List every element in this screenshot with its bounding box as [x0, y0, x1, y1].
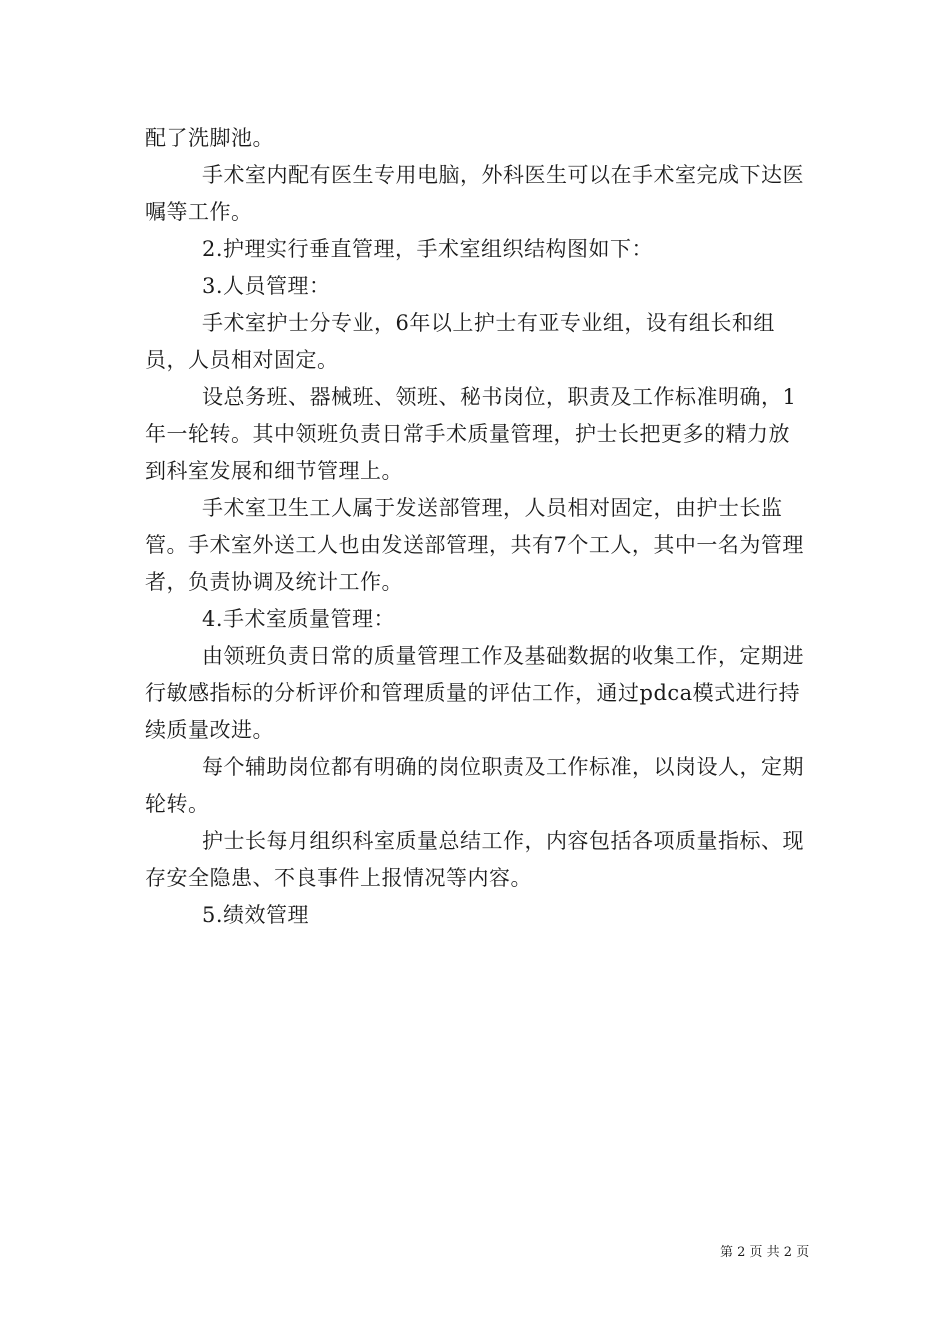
- document-body: [145, 120, 810, 934]
- paragraph: 手术室内配有医生专用电脑，外科医生可以在手术室完成下达医嘱等工作。: [145, 163, 804, 224]
- section-heading: 2.护理实行垂直管理，手术室组织结构图如下：: [202, 237, 654, 261]
- section-heading: 3.人员管理：: [202, 274, 331, 298]
- section-heading: 4.手术室质量管理：: [202, 607, 396, 631]
- paragraph: 手术室护士分专业，6年以上护士有亚专业组，设有组长和组员，人员相对固定。: [145, 311, 775, 372]
- paragraph: 由领班负责日常的质量管理工作及基础数据的收集工作，定期进行敏感指标的分析评价和管理质量的评估工作，通过pdca模式进行持续质量改进。: [145, 644, 804, 742]
- page-number: 第 2 页 共 2 页: [720, 1245, 810, 1260]
- section-heading: 5.绩效管理: [202, 903, 310, 927]
- paragraph: 护士长每月组织科室质量总结工作，内容包括各项质量指标、现存安全隐患、不良事件上报情况等内容。: [145, 829, 804, 890]
- paragraph: 配了洗脚池。: [145, 126, 274, 150]
- paragraph: 设总务班、器械班、领班、秘书岗位，职责及工作标准明确，1年一轮转。其中领班负责日常手术质量管理，护士长把更多的精力放到科室发展和细节管理上。: [145, 385, 797, 483]
- paragraph: 手术室卫生工人属于发送部管理，人员相对固定，由护士长监管。手术室外送工人也由发送部管理，共有7个工人，其中一名为管理者，负责协调及统计工作。: [145, 496, 804, 594]
- paragraph: 每个辅助岗位都有明确的岗位职责及工作标准，以岗设人，定期轮转。: [145, 755, 804, 816]
